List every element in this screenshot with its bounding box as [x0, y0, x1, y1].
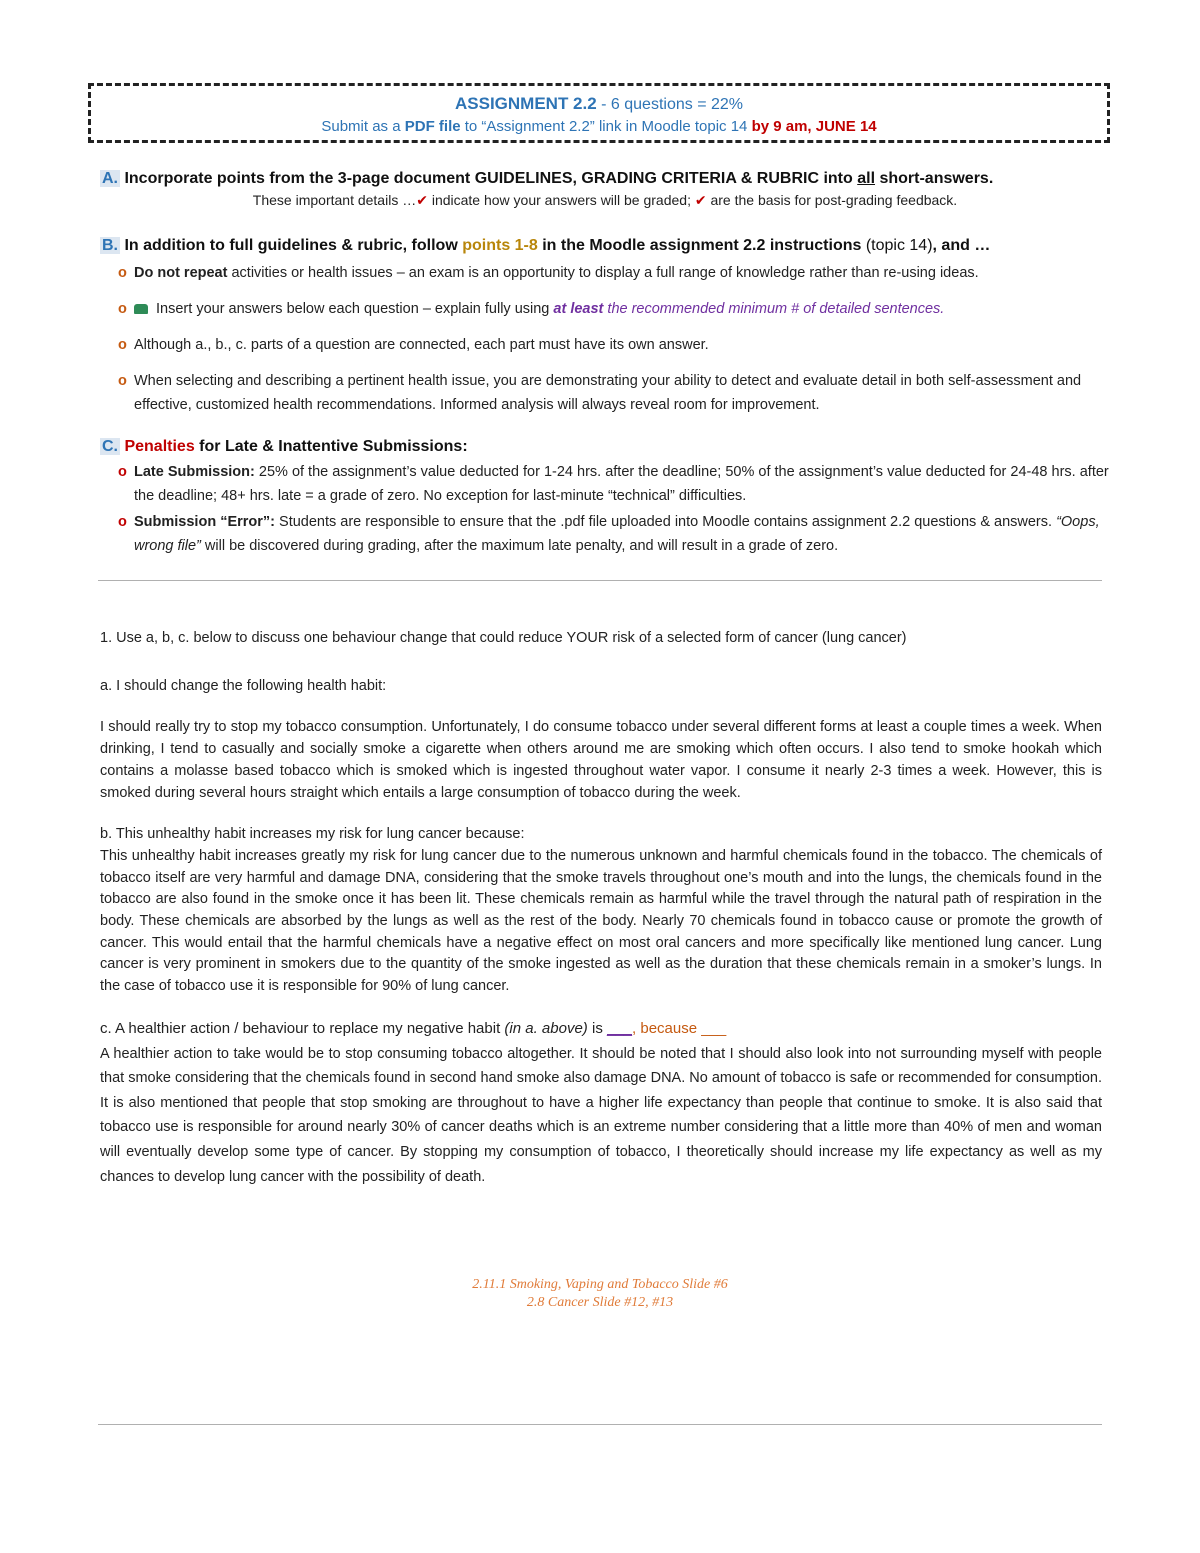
assignment-header-box: [88, 83, 1110, 143]
submission-instructions: [91, 118, 1107, 135]
part-a-answer: I should really try to stop my tobacco consumption. Unfortunately, I do consume tobacco under several different forms at least a couple times a week. When drinking, I tend to casually and socially smoke a cigarette when others around me are smoking which often occurs. I also tend to smoke hookah which contains a molasse based tobacco which is smoked which is ingested throughout water vapor. I consume it nearly 2-3 times a week. However, this is smoked during several hours straight which entails a large consumption of tobacco during the week.: [100, 719, 1102, 801]
assignment-title-line: [91, 94, 1107, 114]
bullet-bold: Late Submission:: [134, 464, 255, 480]
list-item: [100, 369, 1110, 417]
section-a-heading-end: short-answers.: [875, 170, 994, 187]
section-a-heading: [100, 170, 1110, 188]
section-b-heading: [100, 237, 1110, 255]
bullet-text: Insert your answers below each question – explain fully using: [152, 301, 554, 317]
section-a-all: all: [857, 170, 876, 187]
section-a-letter: A.: [102, 170, 118, 187]
bullet-bold: Do not repeat: [134, 265, 228, 281]
part-c-answer: A healthier action to take would be to stop consuming tobacco altogether. It should be noted that I should also look into not surrounding myself with people that smoke considering that the chemicals found in second hand smoke also damage DNA. No amount of tobacco is safe or recommended for consumption. It is also mentioned that people that stop smoking are throughout to have a higher life expectancy than people that continue to smoke. It is also said that tobacco use is responsible for around nearly 30% of cancer deaths which is an extreme number considering that a little more than 40% of men and woman will eventually develop some type of cancer. By stopping my consumption of tobacco, I theoretically should increase my life expectancy as well as my chances to develop lung cancer with the possibility of death.: [100, 1045, 1102, 1185]
bullet-icon: o: [118, 301, 127, 317]
section-b-heading-mid: in the Moodle assignment 2.2 instructions: [537, 237, 866, 254]
bullet-italic: “Oops, wrong file”: [134, 514, 1100, 554]
bullet-text: 25% of the assignment’s value deducted for 1-24 hrs. after the deadline; 50% of the assignment’s value deducted for 24-48 hrs. after the deadline; 48+ hrs. late = a grade of zero. No exception for last-minute “technical” difficulties.: [134, 464, 1109, 504]
list-item: [100, 261, 1110, 285]
submit-deadline: by 9 am, JUNE 14: [751, 118, 877, 135]
section-c-letter: C.: [102, 438, 118, 455]
section-b-heading-end: , and …: [932, 237, 991, 254]
bullet-text: Students are responsible to ensure that the .pdf file uploaded into Moodle contains assignment 2.2 questions & answers.: [275, 514, 1057, 530]
list-item: [100, 333, 1110, 357]
question-prompt: 1. Use a, b, c. below to discuss one behaviour change that could reduce YOUR risk of a selected form of cancer (lung cancer): [100, 630, 907, 646]
bullet-at-least: at least: [553, 301, 604, 317]
bullet-text: activities or health issues – an exam is an opportunity to display a full range of knowledge rather than re-using ideas.: [227, 265, 979, 281]
bullet-purple-text: the recommended minimum # of detailed sentences.: [603, 301, 945, 317]
references: [0, 1276, 1200, 1312]
checkmark-icon: ✔: [694, 192, 707, 208]
part-c-prompt-is: is: [587, 1019, 607, 1037]
list-item: [100, 510, 1110, 558]
submit-link-text: to “Assignment 2.2” link in Moodle topic 14: [460, 118, 752, 135]
part-b-prompt: b. This unhealthy habit increases my risk for lung cancer because:: [100, 826, 525, 843]
bullet-icon: o: [118, 514, 127, 530]
bullet-icon: o: [118, 373, 127, 389]
section-a-note: [100, 192, 1110, 209]
divider: [98, 580, 1102, 581]
bullet-icon: o: [118, 464, 127, 480]
submit-text: Submit as a: [321, 118, 405, 135]
assignment-title-suffix: - 6 questions = 22%: [596, 96, 743, 113]
note-end: are the basis for post-grading feedback.: [706, 192, 958, 208]
section-b-list: [100, 261, 1110, 417]
section-c-penalties: Penalties: [124, 438, 195, 455]
section-b: [100, 237, 1110, 417]
section-a: [100, 170, 1110, 209]
section-b-topic: (topic 14): [865, 237, 933, 254]
bullet-text: When selecting and describing a pertinent health issue, you are demonstrating your ability to detect and evaluate detail in both self-assessment and effective, customized health recommendations. Informed analysis will always reveal room for improvement.: [134, 373, 1082, 413]
question-1: [100, 628, 1102, 1189]
submit-pdf-text: PDF file: [404, 118, 461, 135]
reference-2: 2.8 Cancer Slide #12, #13: [526, 1295, 674, 1310]
divider: [98, 1424, 1102, 1425]
section-c-list: [100, 460, 1110, 558]
list-item: [100, 460, 1110, 508]
section-b-points: points 1-8: [462, 237, 538, 254]
section-b-letter: B.: [102, 237, 118, 254]
bullet-text: Although a., b., c. parts of a question are connected, each part must have its own answer.: [134, 337, 709, 353]
part-c-prompt: [100, 1018, 1102, 1040]
note-mid: indicate how your answers will be graded;: [427, 192, 695, 208]
part-a-prompt: a. I should change the following health habit:: [100, 677, 387, 694]
section-c: [100, 438, 1110, 558]
bullet-icon: o: [118, 265, 127, 281]
section-c-heading-end: for Late & Inattentive Submissions:: [194, 438, 468, 455]
phone-icon: [134, 304, 148, 314]
part-c-blank: ___: [606, 1019, 633, 1037]
part-c-because: , because ___: [632, 1019, 727, 1037]
section-c-heading: [100, 438, 1110, 456]
note-pre: These important details …: [252, 192, 417, 208]
assignment-title: ASSIGNMENT 2.2: [454, 94, 597, 113]
part-c-prompt-text: c. A healthier action / behaviour to replace my negative habit: [100, 1019, 505, 1037]
bullet-icon: o: [118, 337, 127, 353]
bullet-bold: Submission “Error”:: [134, 514, 275, 530]
section-b-heading-pre: In addition to full guidelines & rubric, follow: [120, 237, 463, 254]
section-a-heading-text: Incorporate points from the 3-page document GUIDELINES, GRADING CRITERIA & RUBRIC into: [120, 170, 858, 187]
part-c-prompt-italic: (in a. above): [504, 1019, 588, 1037]
bullet-text-end: will be discovered during grading, after the maximum late penalty, and will result in a grade of zero.: [200, 538, 839, 554]
checkmark-icon: ✔: [416, 192, 428, 208]
part-b-answer: This unhealthy habit increases greatly my risk for lung cancer due to the numerous unknown and harmful chemicals found in the tobacco. The chemicals of tobacco itself are very harmful and damage DNA, considering that the smoke travels throughout one’s mouth and into the lungs, the chemicals found in the tobacco are also found in the smoke once it has been lit. These chemicals remain as harmful while the travel through the natural path of respiration in the body. These chemicals are absorbed by the lungs as well as the rest of the body. Nearly 70 chemicals found in tobacco cause or promote the growth of cancer. This would entail that the harmful chemicals have a negative effect on most oral cancers and more specifically like mentioned lung cancer. Lung cancer is very prominent in smokers due to the quantity of the smoke ingested as well as the duration that these chemicals remain in a smoker’s lungs. In the case of tobacco use it is responsible for 90% of lung cancer.: [100, 847, 1102, 995]
reference-1: 2.11.1 Smoking, Vaping and Tobacco Slide #6: [472, 1277, 728, 1292]
list-item: [100, 297, 1110, 321]
